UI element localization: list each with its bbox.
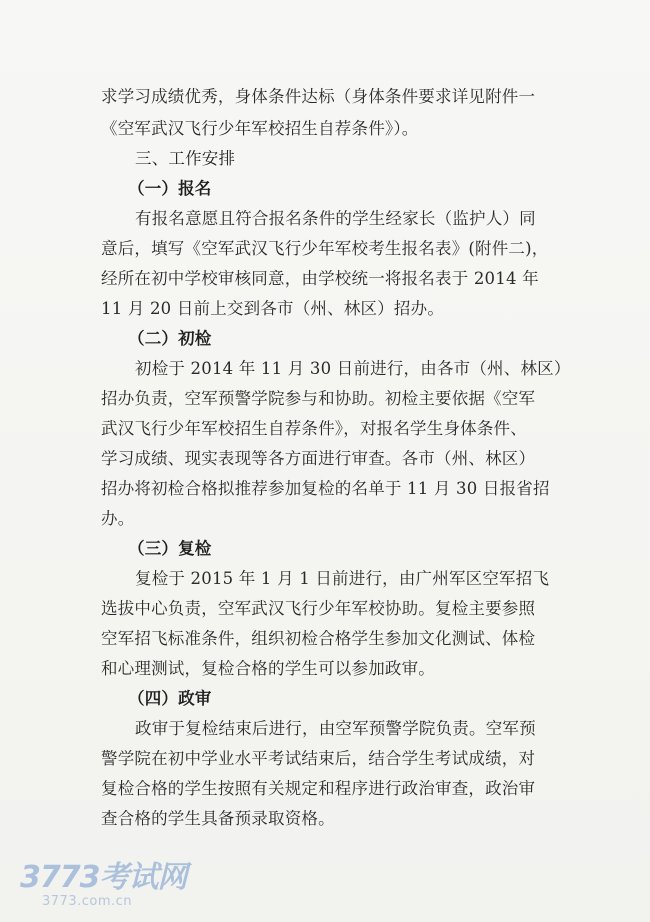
body-text-line: 复检于 2015 年 1 月 1 日前进行，由广州军区空军招飞 [135,569,550,588]
body-text-line: 办。 [101,509,135,528]
body-text-line: 警学院在初中学业水平考试结束后，结合学生考试成绩，对 [101,749,536,768]
body-text-line: 和心理测试，复检合格的学生可以参加政审。 [101,659,435,678]
body-text-line: 政审于复检结束后进行，由空军预警学院负责。空军预 [135,719,536,738]
subsection-heading: （三）复检 [128,539,212,558]
site-watermark [20,852,200,922]
watermark-logo: 3773考试网 [20,860,187,895]
subsection-heading: （一）报名 [128,179,212,198]
subsection-heading: （四）政审 [128,689,212,708]
body-text-line: 有报名意愿且符合报名条件的学生经家长（监护人）同 [135,209,536,228]
body-text-line: 学习成绩、现实表现等各方面进行审查。各市（州、林区） [101,449,536,468]
body-text-line: 查合格的学生具备预录取资格。 [101,809,335,828]
watermark-url: 3773.com.cn [42,894,132,909]
body-text-line: 招办负责，空军预警学院参与和协助。初检主要依据《空军 [101,389,536,408]
body-text-line: 武汉飞行少年军校招生自荐条件》，对报名学生身体条件、 [101,419,527,438]
section-title: 三、工作安排 [135,149,236,168]
body-text-line: 选拔中心负责，空军武汉飞行少年军校协助。复检主要参照 [101,599,536,618]
body-text-line: 招办将初检合格拟推荐参加复检的名单于 11 月 30 日报省招 [101,479,550,498]
body-text-line: 经所在初中学校审核同意，由学校统一将报名表于 2014 年 [101,269,539,288]
subsection-heading: （二）初检 [128,329,212,348]
body-text-line: 《空军武汉飞行少年军校招生自荐条件》）。 [101,119,419,138]
body-text-line: 求学习成绩优秀，身体条件达标（身体条件要求详见附件一 [101,87,536,106]
body-text-line: 初检于 2014 年 11 月 30 日前进行，由各市（州、林区） [135,359,571,378]
body-text-line: 空军招飞标准条件，组织初检合格学生参加文化测试、体检 [101,629,536,648]
body-text-line: 意后，填写《空军武汉飞行少年军校考生报名表》(附件二)， [101,239,549,258]
body-text-line: 11 月 20 日前上交到各市（州、林区）招办。 [101,299,445,318]
body-text-line: 复检合格的学生按照有关规定和程序进行政治审查，政治审 [101,779,536,798]
